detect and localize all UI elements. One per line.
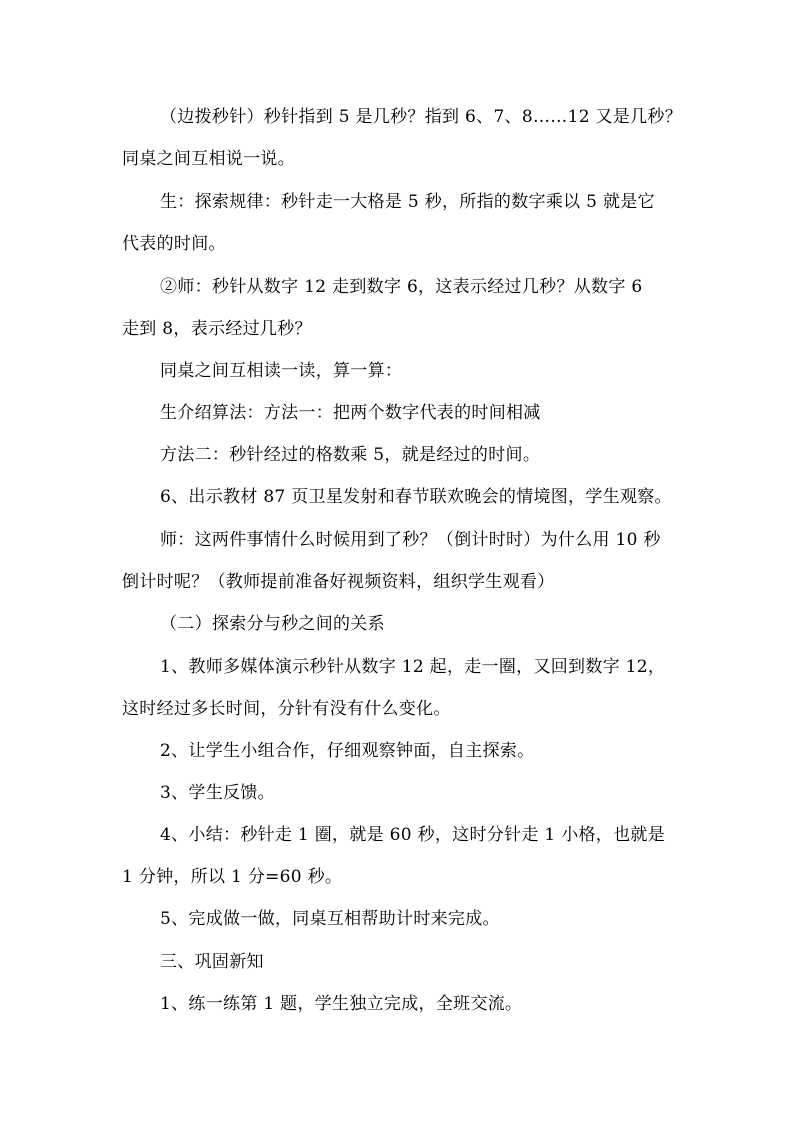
section-heading: 三、巩固新知 [160,952,264,972]
text-line: 3、学生反馈。 [160,783,275,803]
text-line: 方法二：秒针经过的格数乘 5，就是经过的时间。 [160,445,541,465]
text-line: 生：探索规律：秒针走一大格是 5 秒，所指的数字乘以 5 就是它 [160,192,655,212]
text-line: 代表的时间。 [122,234,226,254]
text-line: ②师：秒针从数字 12 走到数字 6，这表示经过几秒？从数字 6 [160,277,643,297]
text-line: 5、完成做一做，同桌互相帮助计时来完成。 [160,909,500,929]
text-line: 4、小结：秒针走 1 圈，就是 60 秒，这时分针走 1 小格，也就是 [160,825,666,845]
section-heading: （二）探索分与秒之间的关系 [160,614,385,634]
text-line: 2、让学生小组合作，仔细观察钟面，自主探索。 [160,741,535,761]
text-line: 生介绍算法：方法一：把两个数字代表的时间相减 [160,403,541,423]
text-line: 6、出示教材 87 页卫星发射和春节联欢晚会的情境图，学生观察。 [160,487,672,507]
text-line: 这时经过多长时间，分针有没有什么变化。 [122,699,451,719]
text-line: 走到 8，表示经过几秒？ [122,319,312,339]
text-line: 1、练一练第 1 题，学生独立完成，全班交流。 [160,994,523,1014]
text-line: 1、教师多媒体演示秒针从数字 12 起，走一圈，又回到数字 12， [160,657,666,677]
text-line: 师：这两件事情什么时候用到了秒？（倒计时时）为什么用 10 秒 [160,530,661,550]
text-line: 同桌之间互相说一说。 [122,149,295,169]
text-line: 倒计时呢？（教师提前准备好视频资料，组织学生观看） [122,572,555,592]
text-line: 1 分钟，所以 1 分=60 秒。 [122,867,343,887]
text-line: 同桌之间互相读一读，算一算： [160,361,403,381]
text-line: （边拨秒针）秒针指到 5 是几秒？指到 6、7、8……12 又是几秒？ [160,107,683,127]
